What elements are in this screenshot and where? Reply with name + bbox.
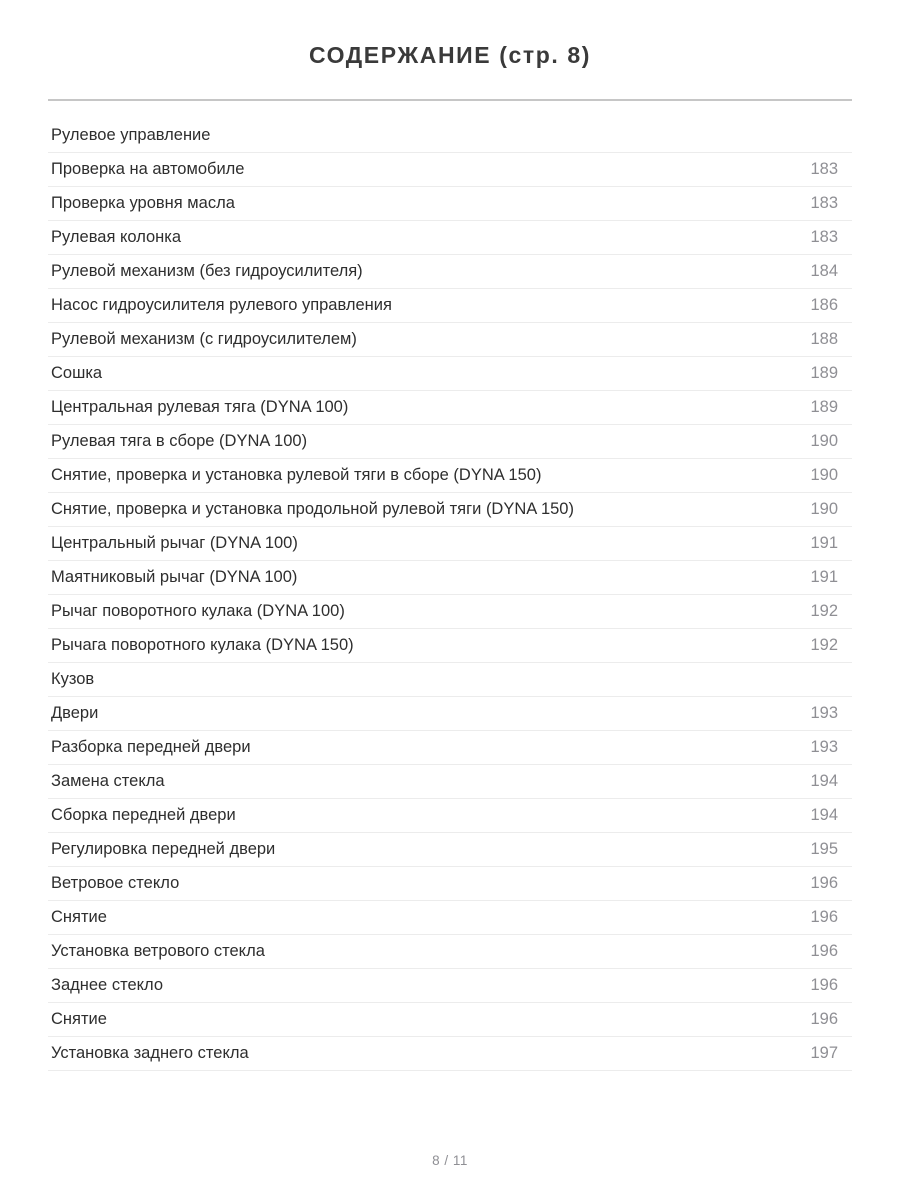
- toc-entry-label: Центральная рулевая тяга (DYNA 100): [51, 398, 349, 416]
- toc-entry-page: 188: [810, 330, 838, 348]
- toc-entry-page: 196: [810, 908, 838, 926]
- toc-entry-label: Рулевой механизм (без гидроусилителя): [51, 262, 363, 280]
- toc-entry-page: 193: [810, 704, 838, 722]
- toc-entry-page: 190: [810, 432, 838, 450]
- toc-row: [48, 731, 852, 765]
- toc-row: [48, 323, 852, 357]
- toc-entry-label: Замена стекла: [51, 772, 165, 790]
- toc-row: [48, 289, 852, 323]
- toc-entry-page: 194: [810, 806, 838, 824]
- toc-entry-label: Заднее стекло: [51, 976, 164, 994]
- toc-entry-label: Проверка на автомобиле: [51, 160, 245, 178]
- toc-entry-label: Центральный рычаг (DYNA 100): [51, 534, 298, 552]
- toc-row: [48, 561, 852, 595]
- toc-row: [48, 935, 852, 969]
- toc-entry-page: 183: [810, 160, 838, 178]
- toc-entry-label: Снятие, проверка и установка рулевой тяги в сборе (DYNA 150): [51, 466, 542, 484]
- toc-row: [48, 595, 852, 629]
- toc-entry-page: 190: [810, 500, 838, 518]
- toc-entry-label: Снятие: [51, 908, 107, 926]
- toc-row: [48, 357, 852, 391]
- toc-entry-page: 189: [810, 398, 838, 416]
- toc-entry-page: 186: [810, 296, 838, 314]
- toc-entry-page: 183: [810, 228, 838, 246]
- toc-row: [48, 221, 852, 255]
- toc-entry-label: Рулевая тяга в сборе (DYNA 100): [51, 432, 308, 450]
- toc-entry-page: 196: [810, 976, 838, 994]
- toc-row: [48, 697, 852, 731]
- toc-row: [48, 833, 852, 867]
- toc-entry-label: Рычага поворотного кулака (DYNA 150): [51, 636, 354, 654]
- toc-entry-label: Рулевое управление: [51, 126, 211, 144]
- toc-entry-page: 190: [810, 466, 838, 484]
- toc-entry-label: Рулевая колонка: [51, 228, 182, 246]
- toc-entry-page: 195: [810, 840, 838, 858]
- toc-row: [48, 867, 852, 901]
- toc-entry-page: 191: [810, 568, 838, 586]
- header-divider: [48, 99, 852, 101]
- toc-row: [48, 629, 852, 663]
- toc-entry-label: Двери: [51, 704, 99, 722]
- toc-row: [48, 901, 852, 935]
- toc-row: [48, 391, 852, 425]
- toc-row: [48, 969, 852, 1003]
- toc-row: [48, 493, 852, 527]
- toc-entry-label: Кузов: [51, 670, 95, 688]
- toc-row: [48, 119, 852, 153]
- toc-entry-page: 183: [810, 194, 838, 212]
- toc-entry-page: 191: [810, 534, 838, 552]
- toc-entry-page: 184: [810, 262, 838, 280]
- toc-entry-label: Насос гидроусилителя рулевого управления: [51, 296, 392, 314]
- page-title: СОДЕРЖАНИЕ (стр. 8): [308, 42, 592, 68]
- toc-row: [48, 1037, 852, 1071]
- toc-row: [48, 663, 852, 697]
- toc-entry-page: 189: [810, 364, 838, 382]
- toc-row: [48, 527, 852, 561]
- toc-entry-page: 196: [810, 942, 838, 960]
- toc-entry-page: 193: [810, 738, 838, 756]
- toc-entry-page: 196: [810, 1010, 838, 1028]
- toc-entry-label: Снятие, проверка и установка продольной рулевой тяги (DYNA 150): [51, 500, 574, 518]
- toc-list: [48, 119, 852, 1071]
- toc-entry-label: Маятниковый рычаг (DYNA 100): [51, 568, 298, 586]
- toc-entry-label: Сошка: [51, 364, 103, 382]
- toc-entry-label: Проверка уровня масла: [51, 194, 235, 212]
- toc-entry-label: Рычаг поворотного кулака (DYNA 100): [51, 602, 345, 620]
- toc-entry-label: Ветровое стекло: [51, 874, 180, 892]
- page-pagination: 8 / 11: [432, 1153, 468, 1168]
- toc-entry-page: 192: [810, 602, 838, 620]
- toc-entry-page: 194: [810, 772, 838, 790]
- toc-row: [48, 765, 852, 799]
- toc-entry-label: Снятие: [51, 1010, 107, 1028]
- toc-entry-label: Установка ветрового стекла: [51, 942, 265, 960]
- toc-row: [48, 1003, 852, 1037]
- toc-row: [48, 459, 852, 493]
- toc-entry-label: Разборка передней двери: [51, 738, 251, 756]
- toc-entry-page: 196: [810, 874, 838, 892]
- toc-entry-page: 192: [810, 636, 838, 654]
- toc-entry-label: Регулировка передней двери: [51, 840, 276, 858]
- toc-row: [48, 799, 852, 833]
- toc-entry-label: Установка заднего стекла: [51, 1044, 249, 1062]
- toc-row: [48, 153, 852, 187]
- toc-row: [48, 425, 852, 459]
- toc-row: [48, 187, 852, 221]
- toc-row: [48, 255, 852, 289]
- toc-entry-label: Рулевой механизм (с гидроусилителем): [51, 330, 357, 348]
- toc-entry-page: 197: [810, 1044, 838, 1062]
- toc-entry-label: Сборка передней двери: [51, 806, 236, 824]
